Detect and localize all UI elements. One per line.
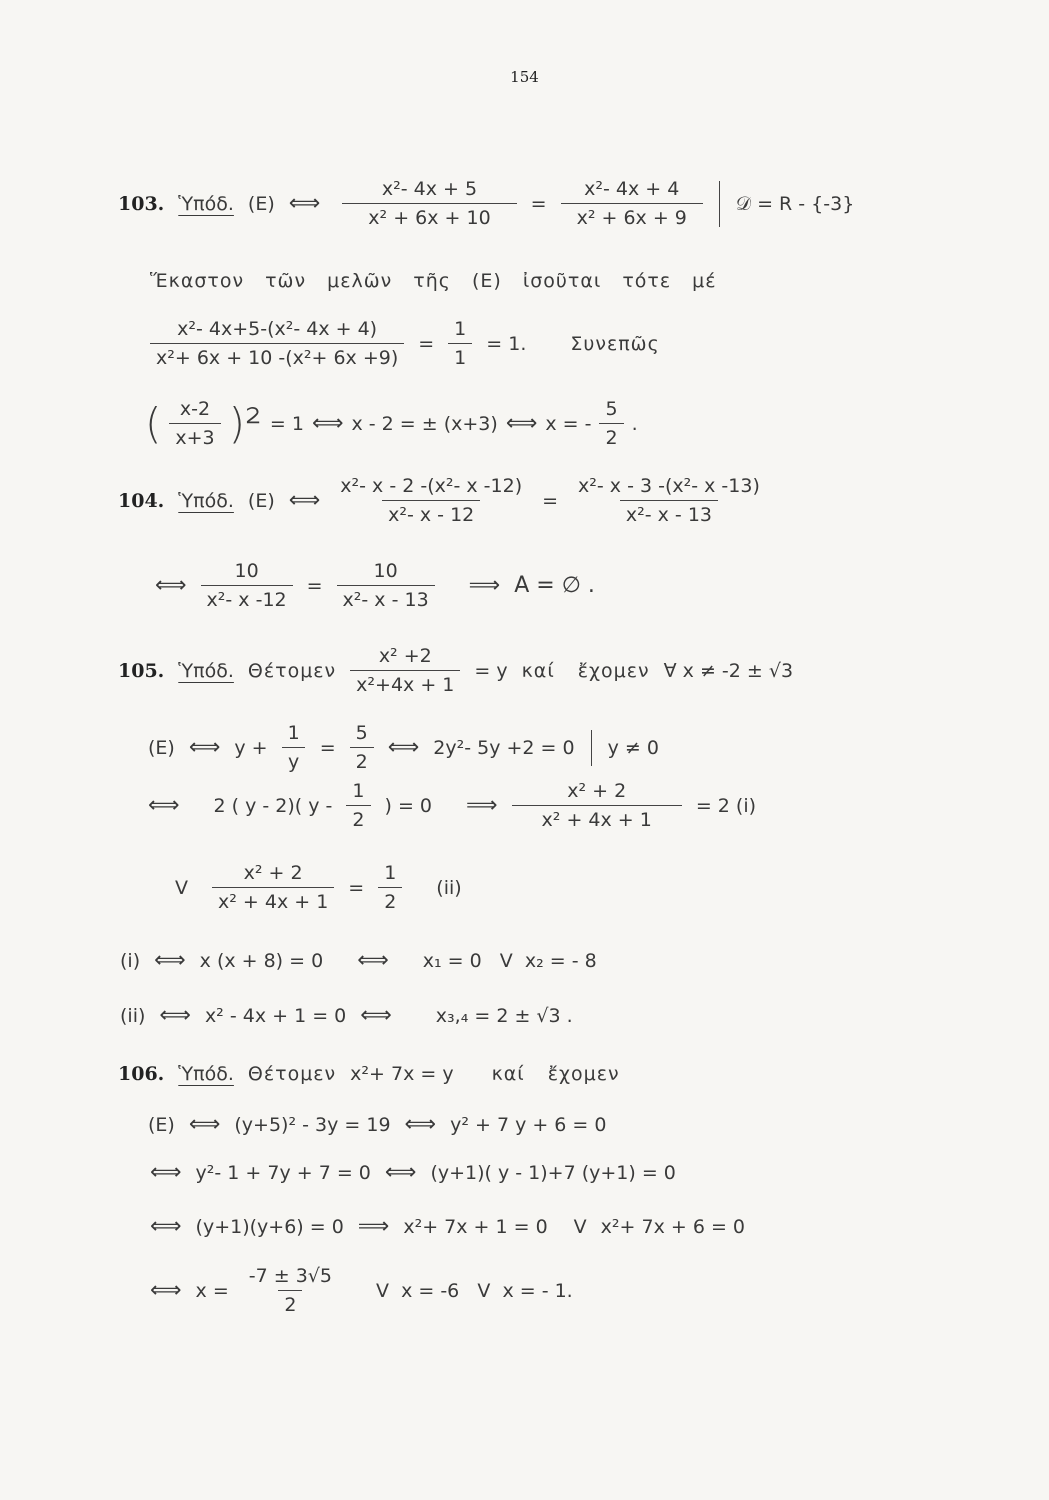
denominator: 2 — [599, 423, 623, 449]
quadratic-equation: x² - 4x + 1 = 0 — [204, 1004, 347, 1027]
equals-sign: = — [319, 736, 336, 759]
equivalence-arrow: ⟺ — [288, 191, 321, 216]
fraction — [350, 722, 374, 773]
factored-equation: (y+1)( y - 1)+7 (y+1) = 0 — [430, 1161, 676, 1184]
solutions: x₃,₄ = 2 ± √3 . — [435, 1004, 573, 1027]
fraction — [572, 475, 766, 526]
quadratic-equation: x²+ 7x + 6 = 0 — [600, 1215, 745, 1238]
condition: ∀ x ≠ -2 ± √3 — [663, 659, 794, 682]
problem-103-line-2 — [150, 270, 717, 292]
equals-sign: = — [530, 192, 547, 215]
fraction — [561, 178, 703, 229]
equivalence-arrow: ⟺ — [311, 411, 344, 436]
equivalence-arrow: ⟺ — [357, 948, 389, 973]
equation-tag: (ii) — [436, 876, 462, 899]
equation: (y+5)² - 3y = 19 — [234, 1113, 391, 1136]
fraction — [346, 780, 370, 831]
fraction — [243, 1265, 338, 1316]
quadratic-equation: 2y²- 5y +2 = 0 — [433, 736, 575, 759]
statement-text: Θέτομεν — [247, 659, 337, 682]
solutions: x₁ = 0 V x₂ = - 8 — [422, 949, 597, 972]
denominator: 2 — [350, 747, 374, 773]
right-paren-squared: )² — [228, 398, 262, 448]
denominator: 2 — [346, 805, 370, 831]
statement-text: καί ἔχομεν — [521, 659, 650, 682]
solutions: V x = -6 V x = - 1. — [376, 1279, 573, 1302]
equivalence-arrow: ⟺ — [150, 1214, 182, 1239]
fraction — [350, 645, 460, 696]
numerator: 10 — [373, 560, 398, 582]
expression: y + — [234, 736, 268, 759]
fraction — [512, 780, 682, 831]
equivalence-arrow: ⟺ — [288, 488, 321, 513]
equivalence-arrow: ⟺ — [505, 411, 538, 436]
problem-106-line-1 — [118, 1063, 620, 1085]
denominator: x²- x - 13 — [337, 585, 435, 611]
or-symbol: V — [175, 876, 188, 899]
statement-text: Ἕκαστον τῶν μελῶν τῆς (E) ἰσοῦται τότε μέ — [150, 270, 717, 292]
numerator: x²- x - 2 -(x²- x -12) — [340, 475, 523, 497]
equals-sign: = — [306, 574, 323, 597]
equals-y: = y — [474, 659, 508, 682]
denominator: x² + 6x + 10 — [342, 203, 516, 229]
problem-105-line-2 — [148, 722, 659, 773]
numerator: x²- 4x + 5 — [381, 178, 478, 200]
numerator: 5 — [605, 398, 618, 420]
problem-105-line-1 — [118, 645, 793, 696]
fraction — [334, 475, 528, 526]
equivalence-arrow: ⟺ — [155, 573, 187, 598]
problem-103-line-4 — [145, 398, 638, 449]
left-paren: ( — [145, 398, 162, 448]
factored-equation: (y+1)(y+6) = 0 — [195, 1215, 344, 1238]
result: = 1. — [486, 332, 527, 355]
problem-number: 103. — [118, 192, 165, 215]
problem-103-line-3 — [150, 318, 660, 369]
fraction — [212, 862, 334, 913]
equivalence-arrow: ⟺ — [150, 1160, 182, 1185]
problem-103-line-1 — [118, 178, 854, 229]
equivalence-arrow: ⟺ — [159, 1003, 191, 1028]
problem-number: 104. — [118, 489, 165, 512]
problem-104-line-2 — [155, 560, 595, 611]
equation-tag: = 2 (i) — [695, 794, 757, 817]
numerator: x² +2 — [378, 645, 432, 667]
implication-arrow: ⟹ — [466, 793, 498, 818]
equivalence-arrow: ⟺ — [387, 735, 420, 760]
problem-number: 106. — [118, 1063, 165, 1085]
domain-definition: 𝒟 = R - {-3} — [735, 192, 855, 215]
expression: ) = 0 — [384, 794, 432, 817]
quadratic-equation: x²+ 7x + 1 = 0 — [403, 1215, 548, 1238]
denominator: 1 — [448, 343, 472, 369]
numerator: -7 ± 3√5 — [248, 1265, 332, 1287]
numerator: x²- x - 3 -(x²- x -13) — [578, 475, 760, 497]
problem-number: 105. — [118, 659, 165, 682]
fraction — [599, 398, 623, 449]
divider — [591, 730, 592, 766]
equivalence-arrow: ⟺ — [150, 1278, 182, 1303]
equivalence-arrow: ⟺ — [360, 1003, 392, 1028]
or-symbol: V — [573, 1215, 587, 1238]
hint-label: Ὑπόδ. — [178, 192, 234, 215]
fraction — [201, 560, 293, 611]
equation: y²- 1 + 7y + 7 = 0 — [195, 1161, 371, 1184]
denominator: x²+4x + 1 — [350, 670, 460, 696]
denominator: x²+ 6x + 10 -(x²+ 6x +9) — [150, 343, 404, 369]
implication-arrow: ⟹ — [468, 573, 501, 598]
statement-text: καί ἔχομεν — [491, 1063, 620, 1085]
divider — [719, 181, 720, 227]
fraction — [169, 398, 220, 449]
denominator: x+3 — [169, 423, 220, 449]
equals-sign: = — [418, 332, 435, 355]
equation-label: (E) — [148, 1113, 175, 1136]
equals-sign: = — [542, 489, 559, 512]
hint-label: Ὑπόδ. — [178, 659, 234, 682]
equation-label: (E) — [247, 192, 275, 215]
factored-equation: x (x + 8) = 0 — [199, 949, 324, 972]
numerator: x² + 2 — [567, 780, 627, 802]
problem-106-line-2 — [148, 1112, 607, 1137]
fraction — [282, 722, 306, 773]
denominator: 2 — [278, 1290, 302, 1316]
fraction — [342, 178, 516, 229]
problem-106-line-5 — [150, 1265, 573, 1316]
page-number: 154 — [510, 68, 539, 86]
numerator: 10 — [234, 560, 259, 582]
problem-105-line-6 — [120, 1003, 573, 1028]
problem-106-line-4 — [150, 1214, 745, 1239]
condition: y ≠ 0 — [607, 736, 659, 759]
problem-106-line-3 — [150, 1160, 676, 1185]
numerator: 5 — [355, 722, 368, 744]
problem-105-line-4 — [175, 862, 462, 913]
equals-one: = 1 — [269, 412, 304, 435]
problem-105-line-3 — [148, 780, 756, 831]
numerator: 1 — [384, 862, 397, 884]
period: . — [631, 412, 638, 435]
numerator: x-2 — [179, 398, 211, 420]
numerator: x²- 4x+5-(x²- 4x + 4) — [177, 318, 378, 340]
conclusion-text: Συνεπῶς — [570, 332, 660, 355]
denominator: y — [282, 747, 305, 773]
fraction — [448, 318, 472, 369]
equivalence-arrow: ⟺ — [404, 1112, 437, 1137]
result: A = ∅ . — [514, 573, 595, 598]
implication-arrow: ⟹ — [357, 1214, 390, 1239]
equivalence-arrow: ⟺ — [188, 1112, 221, 1137]
problem-104-line-1 — [118, 475, 766, 526]
denominator: x²- x - 13 — [620, 500, 718, 526]
factored-expression: 2 ( y - 2)( y - — [213, 794, 333, 817]
numerator: x² + 2 — [243, 862, 303, 884]
numerator: 1 — [352, 780, 365, 802]
fraction — [378, 862, 402, 913]
equivalence-arrow: ⟺ — [148, 793, 180, 818]
substitution: x²+ 7x = y — [350, 1063, 454, 1085]
equals-sign: = — [348, 876, 365, 899]
hint-label: Ὑπόδ. — [178, 489, 234, 512]
numerator: 1 — [454, 318, 467, 340]
statement-text: Θέτομεν — [247, 1063, 337, 1085]
fraction — [337, 560, 435, 611]
equation-tag: (ii) — [120, 1004, 146, 1027]
denominator: 2 — [378, 887, 402, 913]
numerator: x²- 4x + 4 — [584, 178, 680, 200]
fraction — [150, 318, 404, 369]
equivalence-arrow: ⟺ — [188, 735, 221, 760]
equivalence-arrow: ⟺ — [154, 948, 186, 973]
equation-tag: (i) — [120, 949, 141, 972]
solution-prefix: x = — [195, 1279, 229, 1302]
denominator: x² + 4x + 1 — [512, 805, 682, 831]
numerator: 1 — [287, 722, 300, 744]
denominator: x²- x -12 — [201, 585, 293, 611]
problem-105-line-5 — [120, 948, 597, 973]
quadratic-equation: y² + 7 y + 6 = 0 — [450, 1113, 607, 1136]
denominator: x²- x - 12 — [382, 500, 480, 526]
denominator: x² + 4x + 1 — [212, 887, 334, 913]
denominator: x² + 6x + 9 — [561, 203, 703, 229]
hint-label: Ὑπόδ. — [178, 1063, 234, 1085]
equation-label: (E) — [247, 489, 275, 512]
equation: x - 2 = ± (x+3) — [351, 412, 498, 435]
solution-prefix: x = - — [545, 412, 592, 435]
equivalence-arrow: ⟺ — [384, 1160, 417, 1185]
equation-label: (E) — [148, 736, 175, 759]
